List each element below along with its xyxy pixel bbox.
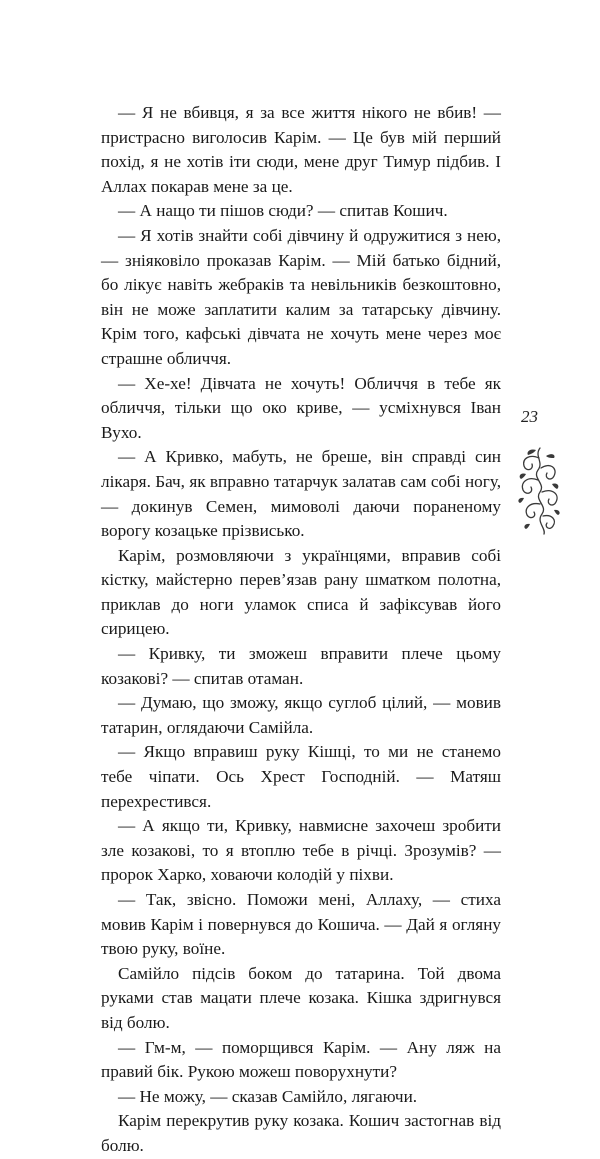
- paragraph: — А Кривко, мабуть, не бреше, він справді син лікаря. Бач, як вправно татарчук залатав сам собі ногу, — докинув Семен, мимоволі даючи пораненому ворогу козацьке прізвисько.: [101, 447, 501, 541]
- paragraph: Самійло підсів боком до татарина. Той двома руками став мацати плече козака. Кішка здригнувся від болю.: [101, 963, 501, 1032]
- page-number: 23: [521, 407, 538, 426]
- paragraph: — А нащо ти пішов сюди? — спитав Кошич.: [118, 201, 448, 221]
- paragraph: — А якщо ти, Кривку, навмисне захочеш зробити зле козакові, то я втоплю тебе в річці. Зрозумів? — пророк Харко, ховаючи колодій у піхви.: [101, 816, 501, 885]
- paragraph: — Так, звісно. Поможи мені, Аллаху, — стиха мовив Карім і повернувся до Кошича. — Дай я огляну твою руку, воїне.: [101, 890, 501, 959]
- body-text: [101, 101, 501, 1159]
- floral-flourish-icon: [516, 446, 562, 536]
- paragraph: — Кривку, ти зможеш вправити плече цьому козакові? — спитав отаман.: [101, 644, 501, 688]
- paragraph: — Думаю, що зможу, якщо суглоб цілий, — мовив татарин, оглядаючи Самійла.: [101, 693, 501, 737]
- paragraph: — Якщо вправиш руку Кішці, то ми не станемо тебе чіпати. Ось Хрест Господній. — Матяш перехрестився.: [101, 742, 501, 811]
- paragraph: — Не можу, — сказав Самійло, лягаючи.: [118, 1086, 418, 1106]
- paragraph: Карім перекрутив руку козака. Кошич застогнав від болю.: [101, 1111, 501, 1155]
- paragraph: — Хе-хе! Дівчата не хочуть! Обличчя в тебе як обличчя, тільки що око криве, — усміхнувся Іван Вухо.: [101, 373, 501, 442]
- paragraph: — Гм-м, — поморщився Карім. — Ану ляж на правий бік. Рукою можеш поворухнути?: [101, 1037, 501, 1082]
- paragraph: — Я не вбивця, я за все життя нікого не вбив! — пристрасно виголосив Карім. — Це був мій перший похід, я не хотів іти сюди, мене друг Тимур підбив. І Аллах покарав мене за це.: [101, 103, 501, 196]
- paragraph: Карім, розмовляючи з українцями, вправив собі кістку, майстерно перев’язав рану шматком полотна, приклав до ноги уламок списа й зафіксував його сирицею.: [101, 545, 501, 639]
- paragraph: — Я хотів знайти собі дівчину й одружитися з нею, — зніяковіло проказав Карім. — Мій батько бідний, бо лікує навіть жебраків та невільників безкоштовно, він не може заплатити калим за татарську дівчину. Крім того, кафські дівчата не хочуть мене через моє страшне обличчя.: [101, 225, 501, 368]
